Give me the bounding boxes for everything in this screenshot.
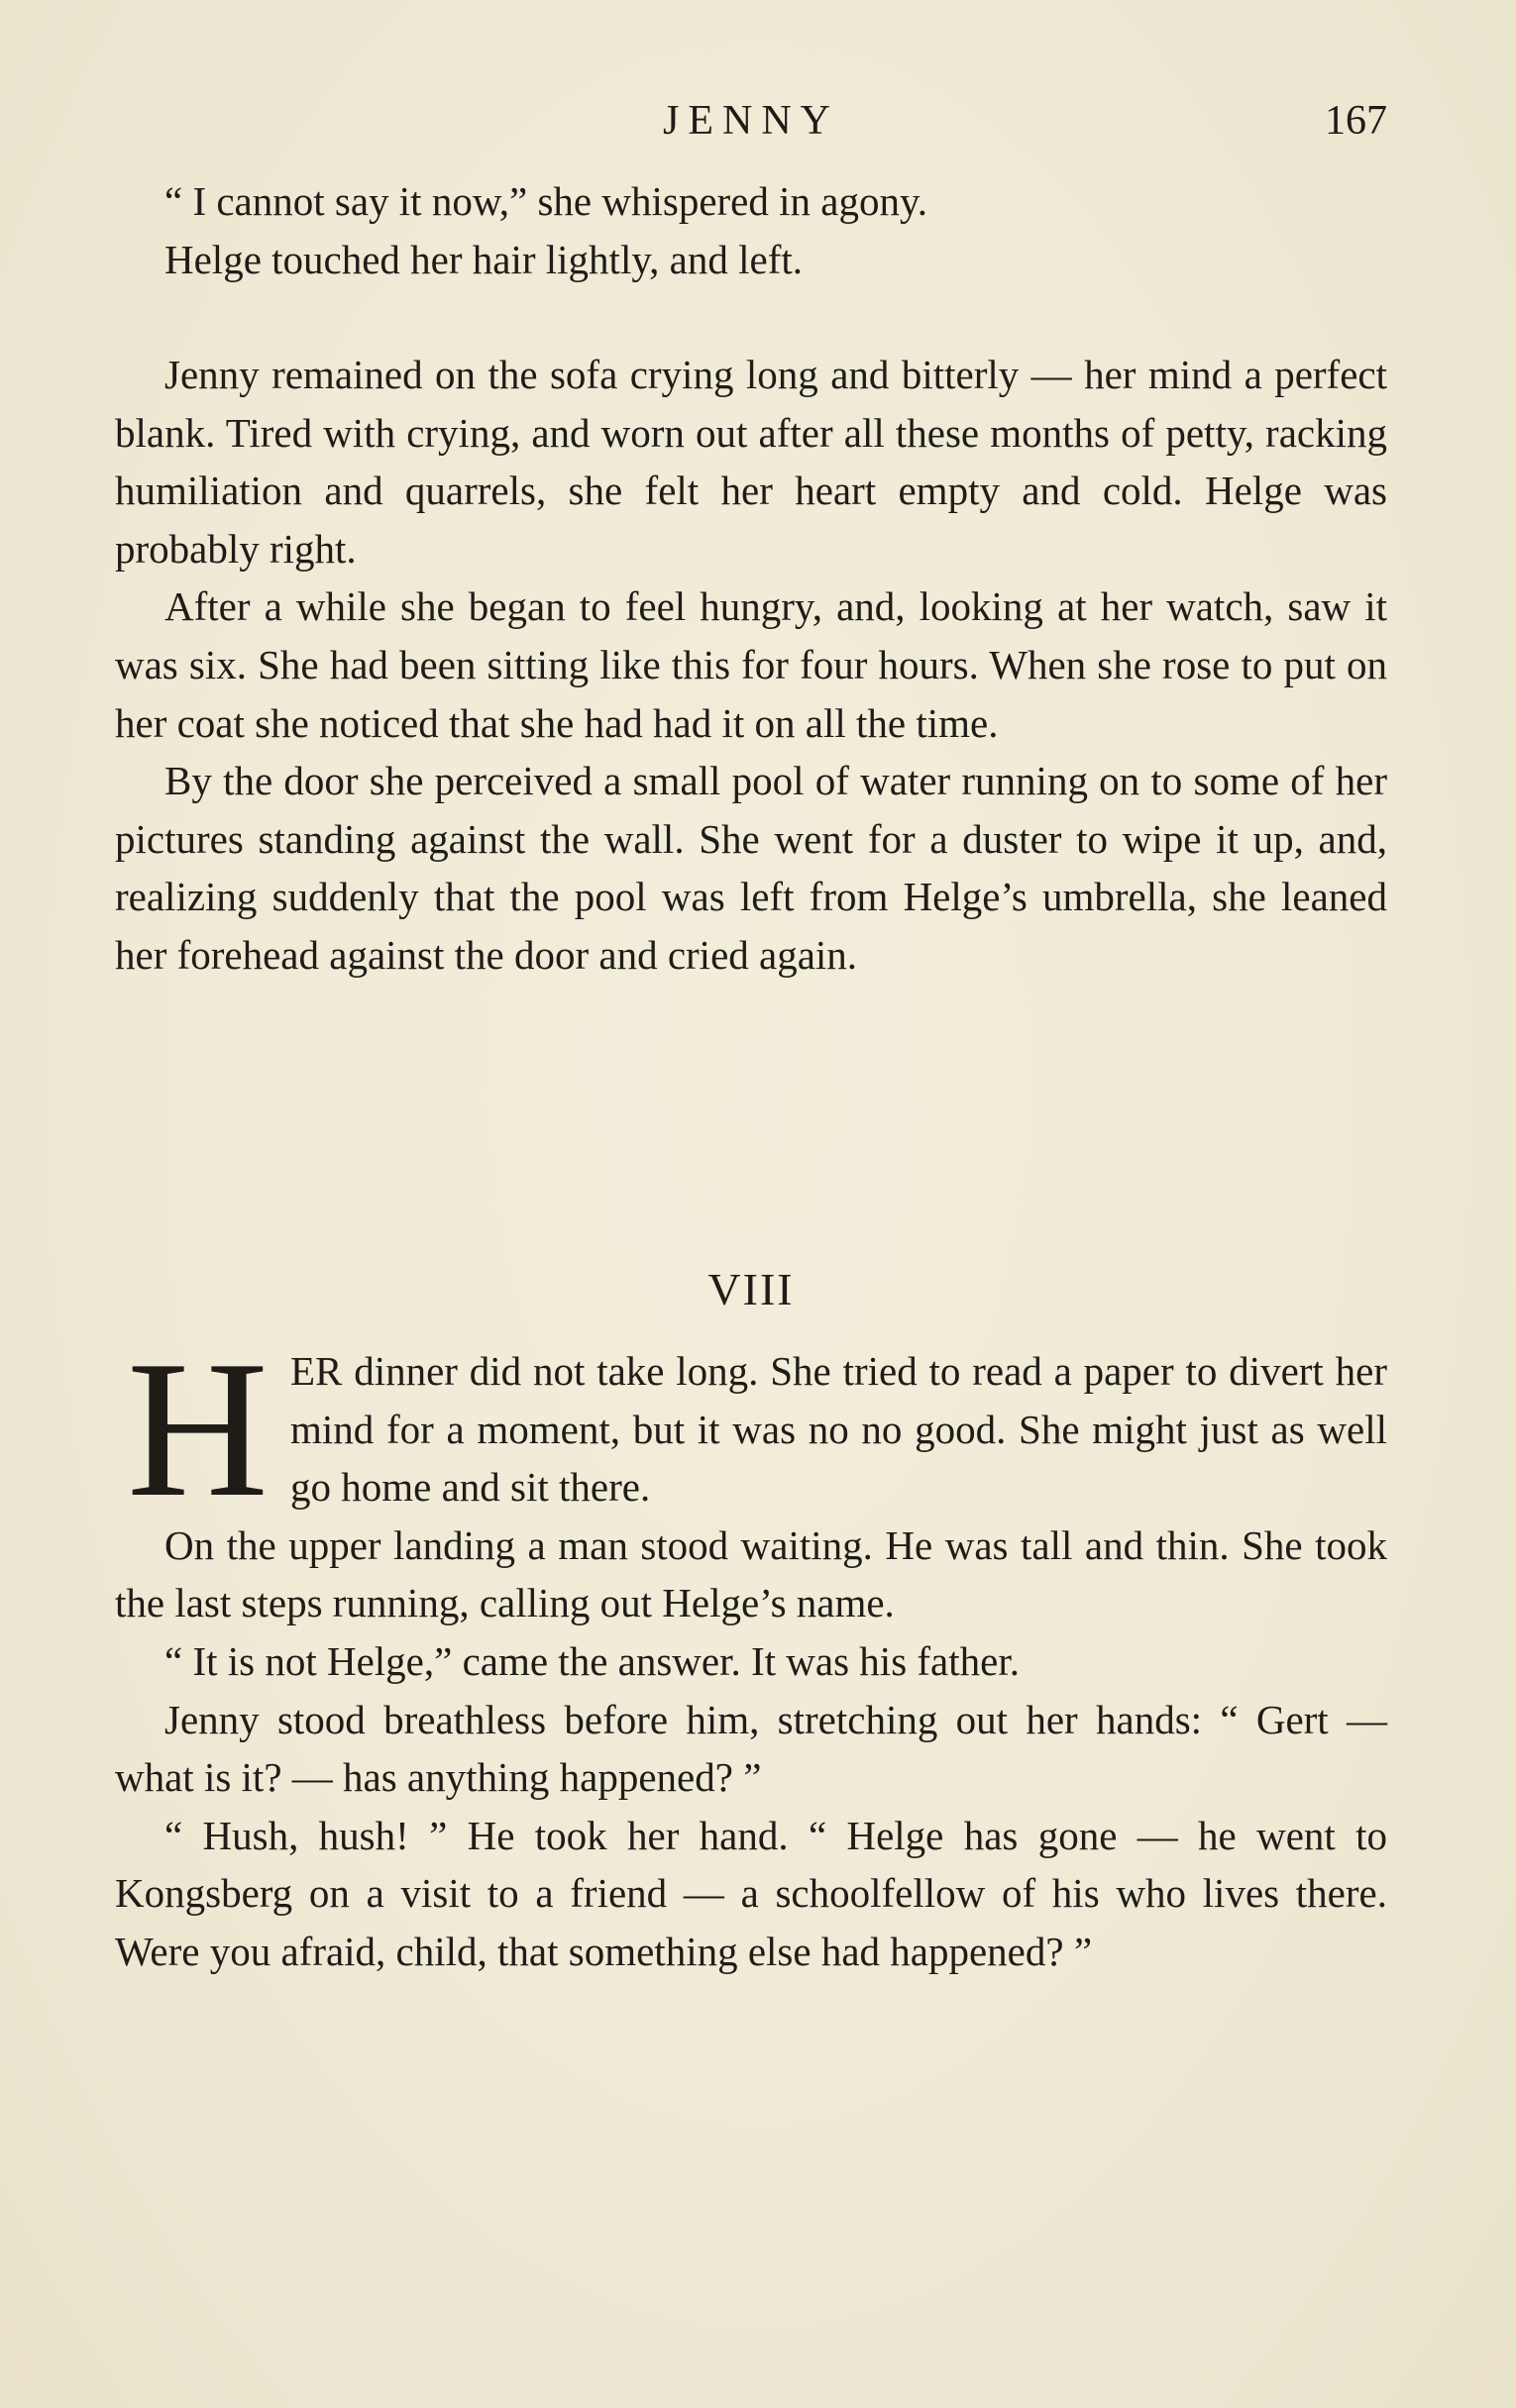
running-head: JENNY: [663, 98, 839, 144]
paragraph: “ Hush, hush! ” He took her hand. “ Helge has gone — he went to Kongsberg on a visit to a friend — a schoolfellow of his who lives there. Were you afraid, child, that something else had happened? ”: [115, 1812, 1387, 1974]
first-paragraph-text: ER dinner did not take long. She tried to read a paper to divert her mind for a moment, but it was no no good. She might just as well go home and sit there.: [290, 1348, 1387, 1511]
paragraph: Jenny remained on the sofa crying long and bitterly — her mind a perfect blank. Tired with crying, and worn out after all these months of petty, racking humiliation and quarrels, she felt her heart empty and cold. Helge was probably right.: [115, 352, 1387, 572]
paragraph: “ I cannot say it now,” she whispered in agony.: [164, 178, 928, 224]
paragraph: Jenny stood breathless before him, stretching out her hands: “ Gert — what is it? — has anything happened? ”: [115, 1696, 1387, 1801]
paragraph: “ It is not Helge,” came the answer. It was his father.: [164, 1637, 1020, 1684]
section-dialogue: [115, 172, 1387, 288]
chapter-heading: VIII: [707, 1264, 795, 1314]
paragraph: By the door she perceived a small pool of water running on to some of her pictures standing against the wall. She went for a duster to wipe it up, and, realizing suddenly that the pool was left from Helge’s umbrella, she leaned her forehead against the door and cried again.: [115, 758, 1387, 978]
page-header: [115, 91, 1387, 151]
page-number: 167: [1325, 98, 1387, 144]
paragraph: After a while she began to feel hungry, and, looking at her watch, saw it was six. She had been sitting like this for four hours. When she rose to put on her coat she noticed that she had had it on all the time.: [115, 583, 1387, 746]
chapter-body: [115, 1320, 1387, 1981]
paragraph: On the upper landing a man stood waiting. He was tall and thin. She took the last steps running, calling out Helge’s name.: [115, 1521, 1387, 1626]
paragraph: Helge touched her hair lightly, and left.: [164, 236, 804, 282]
drop-cap: H: [127, 1320, 269, 1537]
chapter-first-paragraph: [115, 1320, 1387, 1537]
section-narrative: [115, 346, 1387, 985]
